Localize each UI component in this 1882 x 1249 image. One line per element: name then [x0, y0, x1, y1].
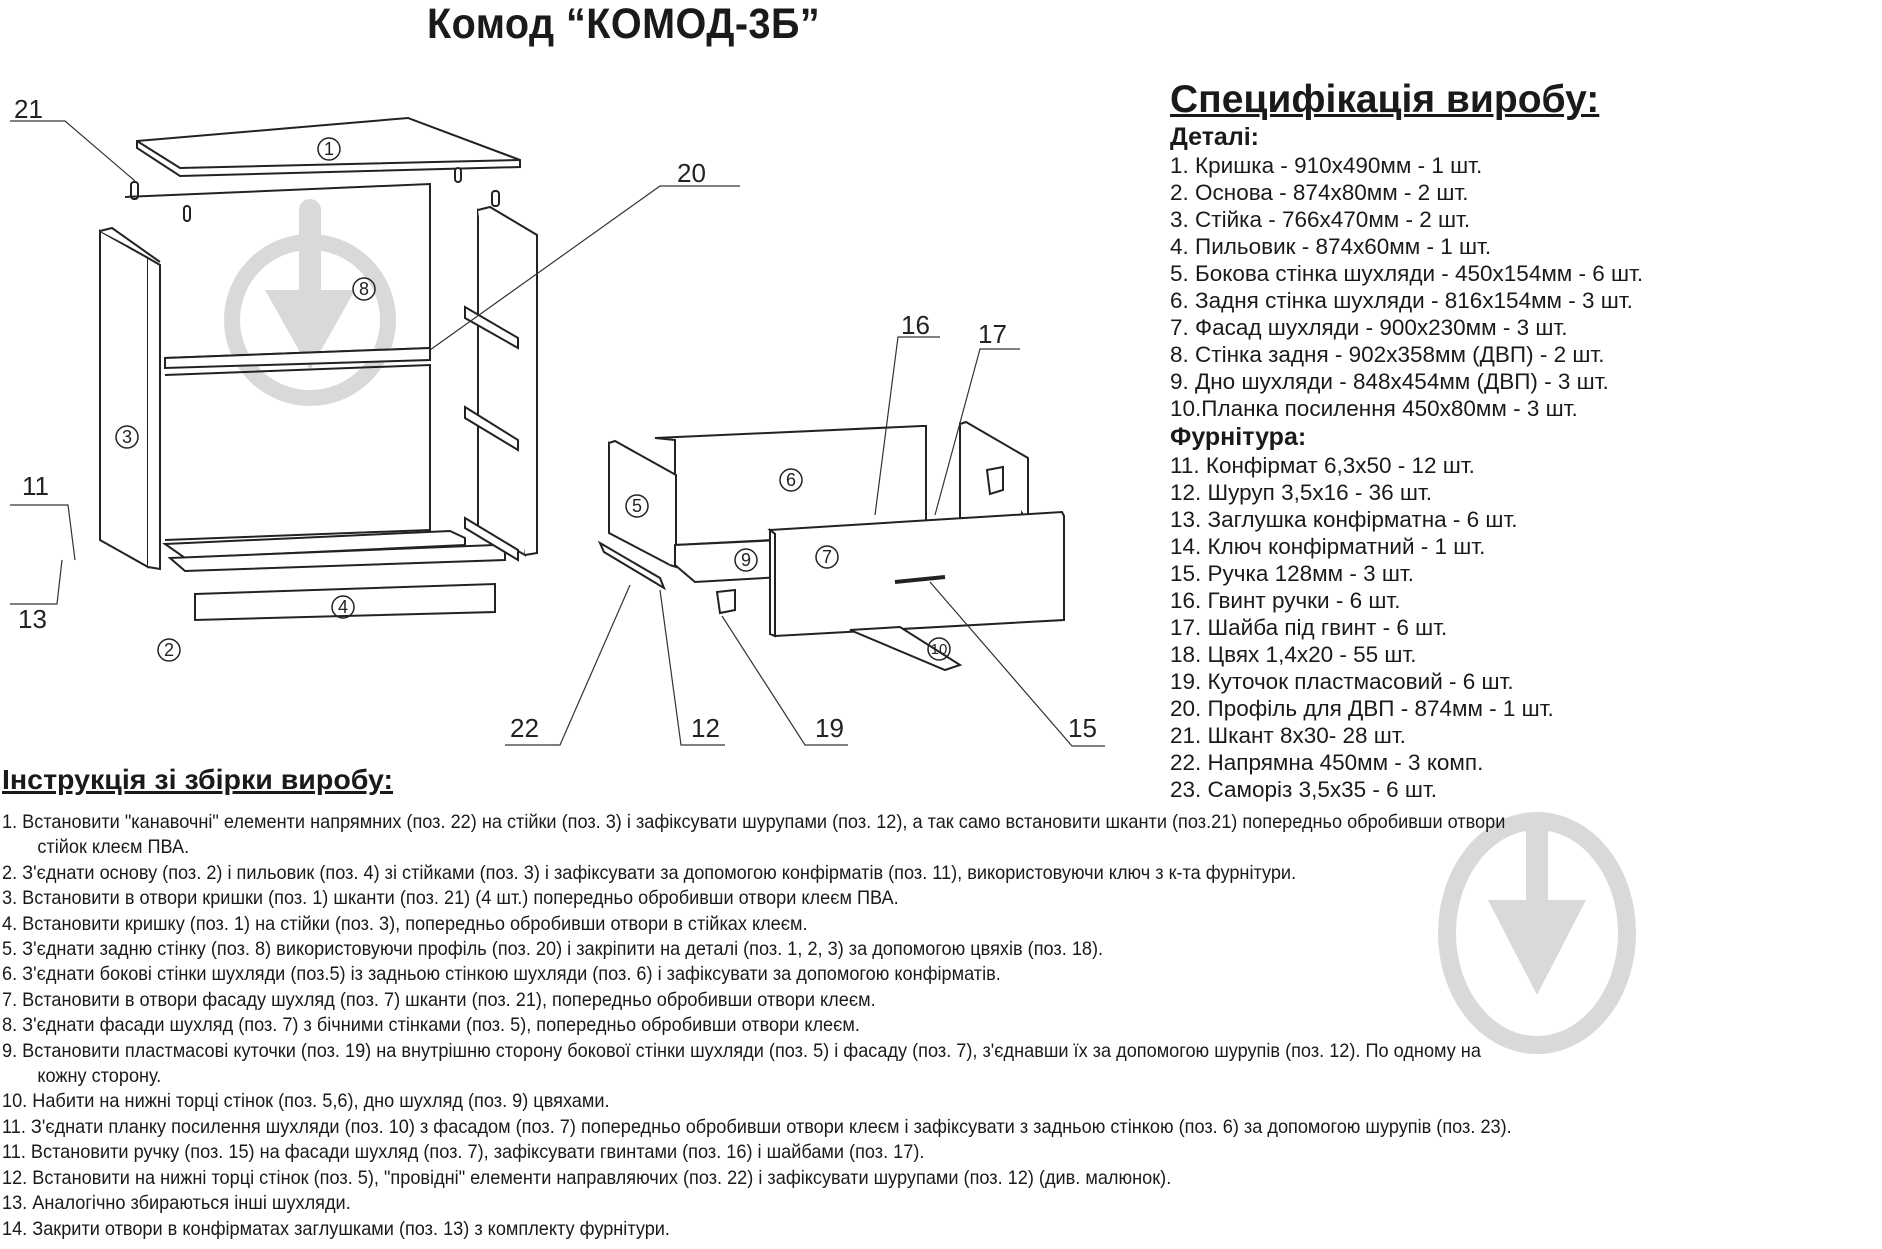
callout-19: 19	[815, 713, 844, 743]
instruction-step: 13. Аналогічно збираються інші шухляди.	[2, 1192, 351, 1215]
hardware-item: 14. Ключ конфірматний - 1 шт.	[1170, 534, 1486, 559]
callout-13: 13	[18, 604, 47, 634]
instruction-step: 14. Закрити отвори в конфірматах заглушками (поз. 13) з комплекту фурнітури.	[2, 1217, 670, 1240]
hardware-item: 17. Шайба під гвинт - 6 шт.	[1170, 615, 1448, 640]
instructions-list	[2, 810, 1882, 1242]
hardware-item: 19. Куточок пластмасовий - 6 шт.	[1170, 669, 1514, 694]
detail-item: 2. Основа - 874х80мм - 2 шт.	[1170, 180, 1469, 205]
hardware-item: 18. Цвях 1,4х20 - 55 шт.	[1170, 642, 1417, 667]
detail-item: 10.Планка посилення 450х80мм - 3 шт.	[1170, 396, 1578, 421]
marker-1: 1	[323, 139, 335, 159]
instruction-step: 1. Встановити "канавочні" елементи напрямних (поз. 22) на стійки (поз. 3) і зафіксувати шурупами (поз. 12), а так само встановити шканти (поз.21) попередньо обробивши отвори стійок клеєм ПВА.	[2, 811, 1506, 859]
instructions-heading: Інструкція зі збірки виробу:	[2, 764, 394, 795]
instruction-step: 10. Набити на нижні торці стінок (поз. 5,6), дно шухляд (поз. 9) цвяхами.	[2, 1090, 610, 1113]
detail-item: 1. Кришка - 910х490мм - 1 шт.	[1170, 153, 1483, 178]
marker-7: 7	[821, 547, 833, 567]
hardware-item: 11. Конфірмат 6,3х50 - 12 шт.	[1170, 453, 1475, 478]
hardware-item: 12. Шуруп 3,5х16 - 36 шт.	[1170, 480, 1433, 505]
part-7-drawer-front	[770, 512, 1064, 636]
marker-5: 5	[631, 496, 643, 516]
detail-item: 4. Пильовик - 874х60мм - 1 шт.	[1170, 234, 1492, 259]
part-3-left-side	[100, 231, 148, 567]
hardware-item: 13. Заглушка конфірматна - 6 шт.	[1170, 507, 1518, 532]
marker-10: 10	[930, 641, 948, 658]
callout-20: 20	[677, 158, 706, 188]
callout-21: 21	[14, 94, 43, 124]
marker-8: 8	[358, 279, 370, 299]
callout-22: 22	[510, 713, 539, 743]
spec-heading: Специфікація виробу:	[1170, 78, 1600, 121]
detail-item: 9. Дно шухляди - 848х454мм (ДВП) - 3 шт.	[1170, 369, 1609, 394]
hardware-item: 22. Напрямна 450мм - 3 комп.	[1170, 750, 1484, 775]
marker-9: 9	[740, 550, 752, 570]
instruction-step: 11. З'єднати планку посилення шухляди (поз. 10) з фасадом (поз. 7) попередньо обробивши отвори клеєм і зафіксувати з задньою стінкою (поз. 6) за допомогою шурупів (поз. 23).	[2, 1115, 1512, 1138]
detail-item: 8. Стінка задня - 902х358мм (ДВП) - 2 шт.	[1170, 342, 1605, 367]
instruction-step: 5. З'єднати задню стінку (поз. 8) використовуючи профіль (поз. 20) і закріпити на деталі (поз. 1, 2, 3) за допомогою цвяхів (поз. 18).	[2, 938, 1104, 961]
specification	[1170, 78, 1643, 803]
instruction-step: 11. Встановити ручку (поз. 15) на фасади шухляд (поз. 7), зафіксувати гвинтами (поз. 16) і шайбами (поз. 17).	[2, 1141, 925, 1164]
detail-item: 3. Стійка - 766х470мм - 2 шт.	[1170, 207, 1471, 232]
instruction-step: 6. З'єднати бокові стінки шухляди (поз.5) із задньою стінкою шухляди (поз. 6) і зафіксувати за допомогою конфірматів.	[2, 963, 1001, 986]
marker-4: 4	[337, 597, 349, 617]
hardware-item: 20. Профіль для ДВП - 874мм - 1 шт.	[1170, 696, 1554, 721]
marker-3: 3	[121, 427, 133, 447]
callout-12: 12	[691, 713, 720, 743]
callout-15: 15	[1068, 713, 1097, 743]
hardware-item: 15. Ручка 128мм - 3 шт.	[1170, 561, 1414, 586]
part-9-drawer-bottom	[675, 540, 782, 582]
callout-16: 16	[901, 310, 930, 340]
marker-6: 6	[785, 470, 797, 490]
instruction-step: 4. Встановити кришку (поз. 1) на стійки (поз. 3), попередньо обробивши отвори в стійках клеєм.	[2, 912, 808, 935]
instruction-step: 3. Встановити в отвори кришки (поз. 1) шканти (поз. 21) (4 шт.) попередньо обробивши отвори клеєм ПВА.	[2, 887, 899, 910]
detail-item: 7. Фасад шухляди - 900х230мм - 3 шт.	[1170, 315, 1568, 340]
instruction-step: 7. Встановити в отвори фасаду шухляд (поз. 7) шканти (поз. 21), попередньо обробивши отвори клеєм.	[2, 988, 876, 1011]
hardware-heading: Фурнітура:	[1170, 423, 1307, 451]
instruction-step: 8. З'єднати фасади шухляд (поз. 7) з бічними стінками (поз. 5), попередньо обробивши отвори клеєм.	[2, 1014, 860, 1037]
detail-item: 5. Бокова стінка шухляди - 450х154мм - 6 шт.	[1170, 261, 1644, 286]
marker-2: 2	[163, 640, 175, 660]
callout-11: 11	[22, 471, 49, 501]
page-title: Комод “КОМОД-3Б”	[427, 0, 821, 48]
instruction-step: 12. Встановити на нижні торці стінок (поз. 5), "провідні" елементи направляючих (поз. 22) і зафіксувати шурупами (поз. 12) (див. малюнок).	[2, 1166, 1172, 1189]
hardware-item: 23. Саморіз 3,5х35 - 6 шт.	[1170, 777, 1438, 802]
instruction-step: 2. З'єднати основу (поз. 2) і пильовик (поз. 4) зі стійками (поз. 3) і зафіксувати за допомогою конфірматів (поз. 11), використовуючи ключ з к-та фурнітури.	[2, 861, 1297, 884]
callout-17: 17	[978, 319, 1007, 349]
details-heading: Деталі:	[1170, 123, 1259, 151]
detail-item: 6. Задня стінка шухляди - 816х154мм - 3 шт.	[1170, 288, 1633, 313]
hardware-item: 16. Гвинт ручки - 6 шт.	[1170, 588, 1401, 613]
instruction-step: 9. Встановити пластмасові куточки (поз. 19) на внутрішню сторону бокової стінки шухляди (поз. 5) і фасаду (поз. 7), з'єднавши їх за допомогою шурупів (поз. 12). По одному на кожну сторону.	[2, 1039, 1481, 1088]
hardware-item: 21. Шкант 8х30- 28 шт.	[1170, 723, 1406, 748]
